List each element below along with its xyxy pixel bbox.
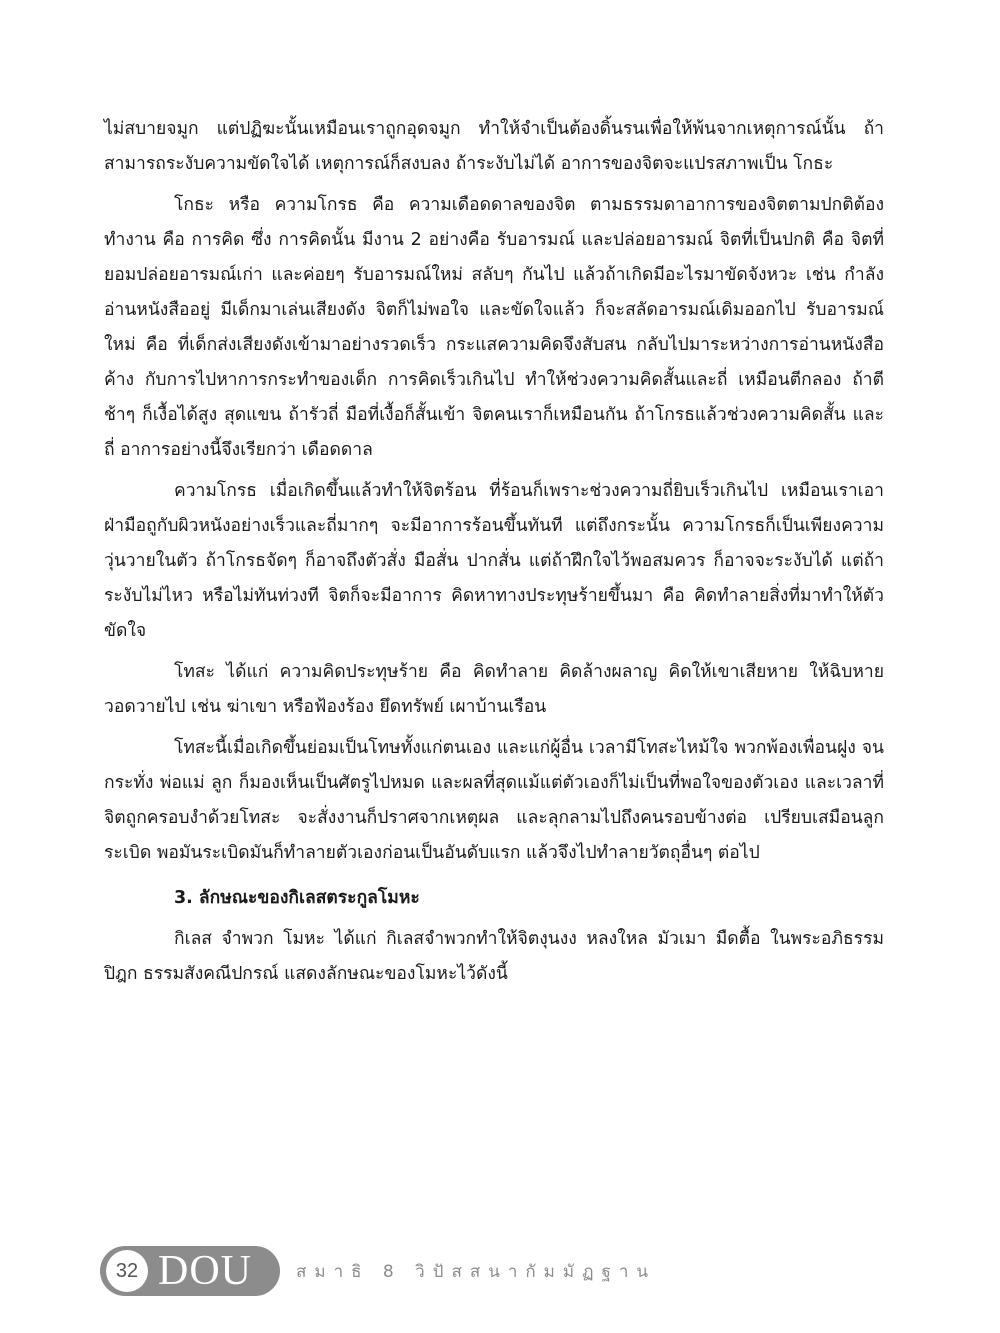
paragraph-6: กิเลส จำพวก โมหะ ได้แก่ กิเลสจำพวกทำให้จิตงุนงง หลงใหล มัวเมา มืดตื้อ ในพระอภิธรรมปิฎก ธรรมสังคณีปกรณ์ แสดงลักษณะของโมหะไว้ดังนี้ bbox=[104, 929, 884, 984]
page-footer bbox=[100, 1243, 656, 1299]
paragraph-3: ความโกรธ เมื่อเกิดขึ้นแล้วทำให้จิตร้อน ที่ร้อนก็เพราะช่วงความถี่ยิบเร็วเกินไป เหมือนเราเอาฝ่ามือถูกับผิวหนังอย่างเร็วและถี่มากๆ จะมีอาการร้อนขึ้นทันที แต่ถึงกระนั้น ความโกรธก็เป็นเพียงความวุ่นวายในตัว ถ้าโกรธจัดๆ ก็อาจถึงตัวสั่ง มือสั่น ปากสั่น แต่ถ้าฝึกใจไว้พอสมควร ก็อาจจะระงับได้ แต่ถ้าระงับไม่ไหว หรือไม่ทันท่วงที จิตก็จะมีอาการ คิดหาทางประทุษร้ายขึ้นมา คือ คิดทำลายสิ่งที่มาทำให้ตัวขัดใจ bbox=[104, 481, 884, 641]
paragraph-4: โทสะ ได้แก่ ความคิดประทุษร้าย คือ คิดทำลาย คิดล้างผลาญ คิดให้เขาเสียหาย ให้ฉิบหายวอดวายไป เช่น ฆ่าเขา หรือฟ้องร้อง ยึดทรัพย์ เผาบ้านเรือน bbox=[104, 662, 884, 717]
dou-logo: DOU bbox=[158, 1248, 252, 1294]
footer-badge bbox=[100, 1246, 280, 1296]
paragraph-1: ไม่สบายจมูก แต่ปฏิฆะนั้นเหมือนเราถูกอุดจมูก ทำให้จำเป็นต้องดิ้นรนเพื่อให้พ้นจากเหตุการณ์นั้น ถ้าสามารถระงับความขัดใจได้ เหตุการณ์ก็สงบลง ถ้าระงับไม่ได้ อาการของจิตจะแปรสภาพเป็น โกธะ bbox=[104, 119, 884, 174]
page-number: 32 bbox=[106, 1250, 148, 1292]
book-title: สมาธิ 8 วิปัสสนากัมมัฏฐาน bbox=[296, 1261, 657, 1282]
section-heading: 3. ลักษณะของกิเลสตระกูลโมหะ bbox=[174, 888, 420, 908]
page-body bbox=[104, 112, 884, 998]
paragraph-2: โกธะ หรือ ความโกรธ คือ ความเดือดดาลของจิต ตามธรรมดาอาการของจิตตามปกติต้องทำงาน คือ การคิด ซึ่ง การคิดนั้น มีงาน 2 อย่างคือ รับอารมณ์ และปล่อยอารมณ์ จิตที่เป็นปกติ คือ จิตที่ยอมปล่อยอารมณ์เก่า และค่อยๆ รับอารมณ์ใหม่ สลับๆ กันไป แล้วถ้าเกิดมีอะไรมาขัดจังหวะ เช่น กำลังอ่านหนังสืออยู่ มีเด็กมาเล่นเสียงดัง จิตก็ไม่พอใจ และขัดใจแล้ว ก็จะสลัดอารมณ์เดิมออกไป รับอารมณ์ใหม่ คือ ที่เด็กส่งเสียงดังเข้ามาอย่างรวดเร็ว กระแสความคิดจึงสับสน กลับไปมาระหว่างการอ่านหนังสือค้าง กับการไปหาการกระทำของเด็ก การคิดเร็วเกินไป ทำให้ช่วงความคิดสั้นและถี่ เหมือนตีกลอง ถ้าตีช้าๆ ก็เงื้อได้สูง สุดแขน ถ้ารัวถี่ มือที่เงื้อก็สั้นเข้า จิตคนเราก็เหมือนกัน ถ้าโกรธแล้วช่วงความคิดสั้น และถี่ อาการอย่างนี้จึงเรียกว่า เดือดดาล bbox=[104, 195, 884, 460]
paragraph-5: โทสะนี้เมื่อเกิดขึ้นย่อมเป็นโทษทั้งแก่ตนเอง และแก่ผู้อื่น เวลามีโทสะไหม้ใจ พวกพ้องเพื่อนฝูง จนกระทั่ง พ่อแม่ ลูก ก็มองเห็นเป็นศัตรูไปหมด และผลที่สุดแม้แต่ตัวเองก็ไม่เป็นที่พอใจของตัวเอง และเวลาที่จิตถูกครอบงำด้วยโทสะ จะสั่งงานก็ปราศจากเหตุผล และลุกลามไปถึงคนรอบข้างต่อ เปรียบเสมือนลูกระเบิด พอมันระเบิดมันก็ทำลายตัวเองก่อนเป็นอันดับแรก แล้วจึงไปทำลายวัตถุอื่นๆ ต่อไป bbox=[104, 738, 884, 863]
